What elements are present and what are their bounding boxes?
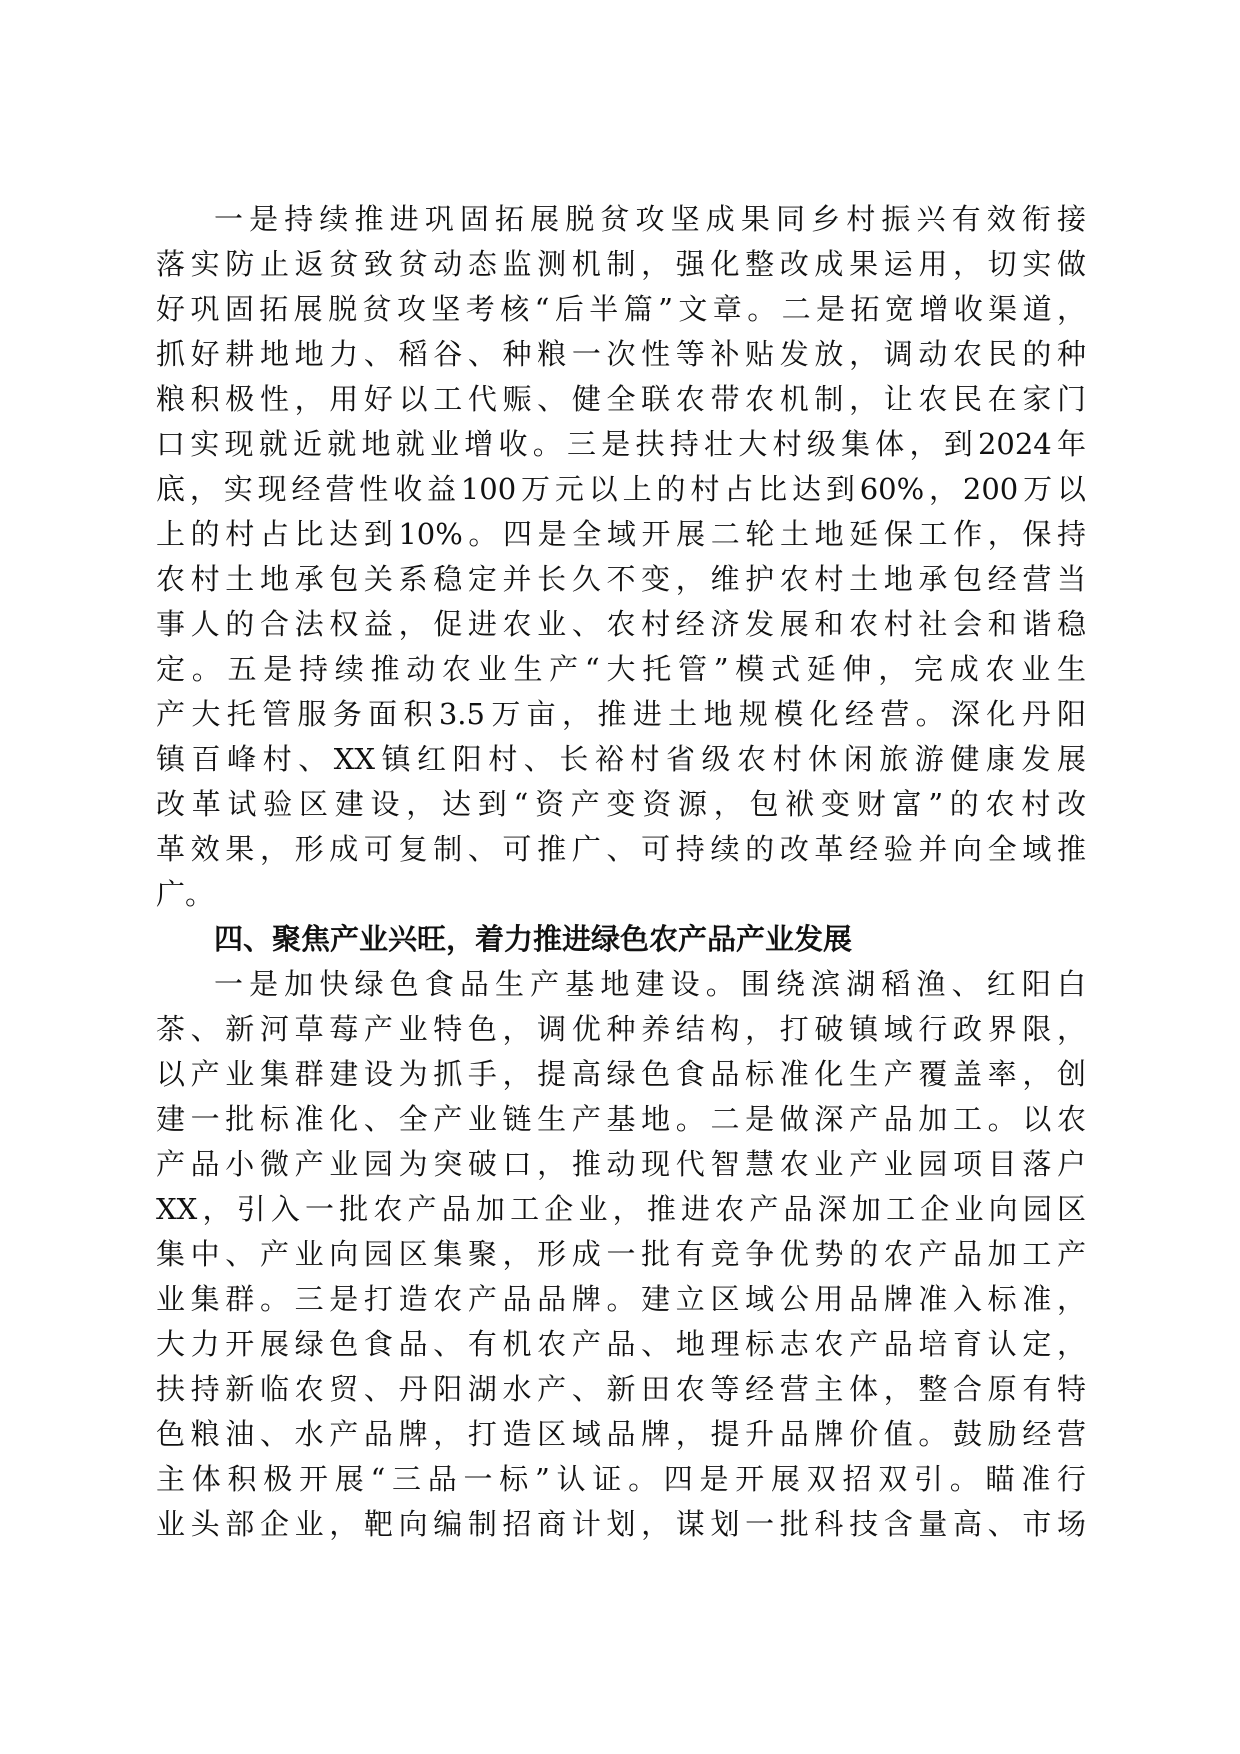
text-line: 广。 xyxy=(156,877,215,911)
text-line: 上的村占比达到10%。四是全域开展二轮土地延保工作，保持 xyxy=(156,517,1086,551)
document-body xyxy=(156,197,1086,1547)
text-line: 一是持续推进巩固拓展脱贫攻坚成果同乡村振兴有效衔接 xyxy=(214,202,1086,236)
text-line: XX，引入一批农产品加工企业，推进农产品深加工企业向园区 xyxy=(156,1192,1086,1226)
text-line: 集中、产业向园区集聚，形成一批有竞争优势的农产品加工产 xyxy=(156,1237,1086,1271)
text-line: 主体积极开展“三品一标”认证。四是开展双招双引。瞄准行 xyxy=(156,1462,1086,1496)
text-line: 底，实现经营性收益100万元以上的村占比达到60%，200万以 xyxy=(156,472,1086,506)
text-line: 改革试验区建设，达到“资产变资源，包袱变财富”的农村改 xyxy=(156,787,1086,821)
text-line: 农村土地承包关系稳定并长久不变，维护农村土地承包经营当 xyxy=(156,562,1086,596)
text-line: 色粮油、水产品牌，打造区域品牌，提升品牌价值。鼓励经营 xyxy=(156,1417,1086,1451)
text-line: 业集群。三是打造农产品品牌。建立区域公用品牌准入标准， xyxy=(156,1282,1086,1316)
text-line: 革效果，形成可复制、可推广、可持续的改革经验并向全域推 xyxy=(156,832,1086,866)
text-line: 扶持新临农贸、丹阳湖水产、新田农等经营主体，整合原有特 xyxy=(156,1372,1086,1406)
text-line: 镇百峰村、XX镇红阳村、长裕村省级农村休闲旅游健康发展 xyxy=(156,742,1086,776)
text-line: 口实现就近就地就业增收。三是扶持壮大村级集体，到2024年 xyxy=(156,427,1086,461)
text-line: 产品小微产业园为突破口，推动现代智慧农业产业园项目落户 xyxy=(156,1147,1086,1181)
text-line: 建一批标准化、全产业链生产基地。二是做深产品加工。以农 xyxy=(156,1102,1086,1136)
text-line: 抓好耕地地力、稻谷、种粮一次性等补贴发放，调动农民的种 xyxy=(156,337,1086,371)
text-line: 产大托管服务面积3.5万亩，推进土地规模化经营。深化丹阳 xyxy=(156,697,1086,731)
text-line: 事人的合法权益，促进农业、农村经济发展和农村社会和谐稳 xyxy=(156,607,1086,641)
text-line: 茶、新河草莓产业特色，调优种养结构，打破镇域行政界限， xyxy=(156,1012,1086,1046)
text-line: 好巩固拓展脱贫攻坚考核“后半篇”文章。二是拓宽增收渠道， xyxy=(156,292,1086,326)
text-line: 定。五是持续推动农业生产“大托管”模式延伸，完成农业生 xyxy=(156,652,1086,686)
text-line: 以产业集群建设为抓手，提高绿色食品标准化生产覆盖率，创 xyxy=(156,1057,1086,1091)
text-line: 大力开展绿色食品、有机农产品、地理标志农产品培育认定， xyxy=(156,1327,1086,1361)
text-line: 一是加快绿色食品生产基地建设。围绕滨湖稻渔、红阳白 xyxy=(214,967,1086,1001)
text-line: 粮积极性，用好以工代赈、健全联农带农机制，让农民在家门 xyxy=(156,382,1086,416)
section-heading: 四、聚焦产业兴旺，着力推进绿色农产品产业发展 xyxy=(214,922,853,956)
text-line: 业头部企业，靶向编制招商计划，谋划一批科技含量高、市场 xyxy=(156,1507,1086,1541)
text-line: 落实防止返贫致贫动态监测机制，强化整改成果运用，切实做 xyxy=(156,247,1086,281)
